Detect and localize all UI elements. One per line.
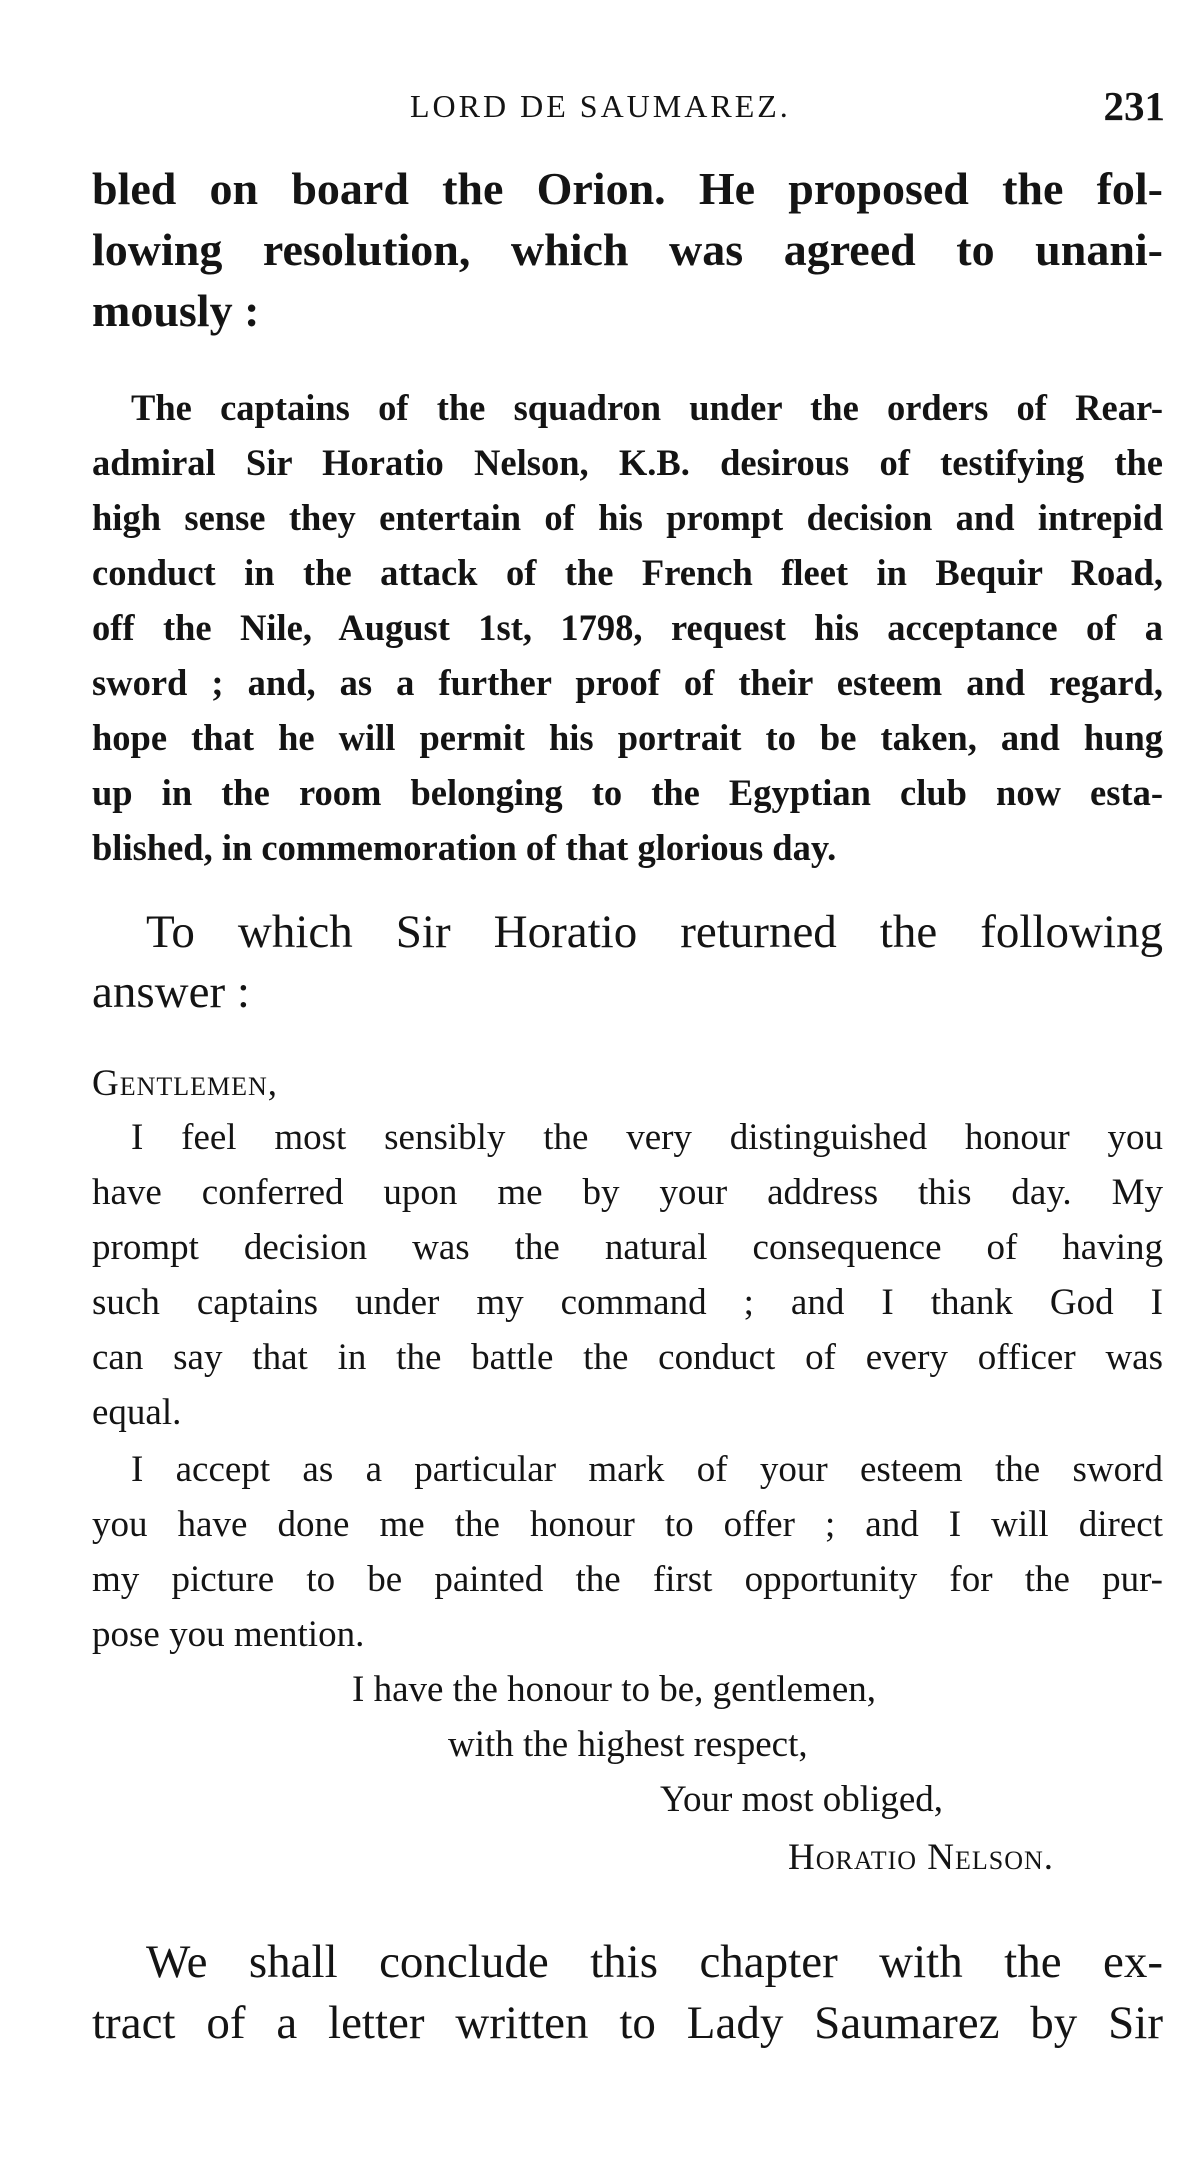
letter-closing-1: I have the honour to be, gentlemen, <box>352 1669 876 1710</box>
letter-line-9: my picture to be painted the first opportunity for the pur- <box>92 1559 1163 1600</box>
letter-line-7: I accept as a particular mark of your esteem the sword <box>131 1449 1163 1490</box>
letter-line-8: you have done me the honour to offer ; and I will direct <box>92 1504 1163 1545</box>
page-header <box>90 83 1165 138</box>
resolution-line-4: conduct in the attack of the French fleet in Bequir Road, <box>92 552 1163 593</box>
para1-line-2: lowing resolution, which was agreed to unani- <box>92 224 1163 275</box>
para2-line-2: answer : <box>92 966 250 1018</box>
para3-line-2: tract of a letter written to Lady Saumarez by Sir <box>92 1997 1163 2049</box>
para3-line-1: We shall conclude this chapter with the ex- <box>146 1936 1163 1988</box>
page-number: 231 <box>1103 83 1165 129</box>
resolution-line-8: up in the room belonging to the Egyptian club now esta- <box>92 772 1163 813</box>
letter-line-5: can say that in the battle the conduct of every officer was <box>92 1337 1163 1378</box>
resolution-line-7: hope that he will permit his portrait to be taken, and hung <box>92 717 1163 758</box>
letter-line-3: prompt decision was the natural consequence of having <box>92 1227 1163 1268</box>
letter-closing-2: with the highest respect, <box>448 1724 808 1765</box>
letter-line-1: I feel most sensibly the very distinguished honour you <box>131 1117 1163 1158</box>
letter-signature: Horatio Nelson. <box>788 1837 1055 1878</box>
letter-line-10: pose you mention. <box>92 1614 365 1655</box>
letter-salutation: Gentlemen, <box>92 1063 279 1104</box>
resolution-line-2: admiral Sir Horatio Nelson, K.B. desirous of testifying the <box>92 442 1163 483</box>
letter-line-4: such captains under my command ; and I thank God I <box>92 1282 1163 1323</box>
para1-line-1: bled on board the Orion. He proposed the fol- <box>92 163 1163 214</box>
running-head: LORD DE SAUMAREZ. <box>410 88 791 124</box>
para1-line-3: mously : <box>92 285 260 336</box>
letter-line-2: have conferred upon me by your address this day. My <box>92 1172 1163 1213</box>
resolution-line-3: high sense they entertain of his prompt decision and intrepid <box>92 497 1163 538</box>
para2-line-1: To which Sir Horatio returned the following <box>146 906 1163 958</box>
resolution-line-1: The captains of the squadron under the orders of Rear- <box>131 387 1163 428</box>
resolution-line-9: blished, in commemoration of that glorious day. <box>92 827 837 868</box>
resolution-line-5: off the Nile, August 1st, 1798, request his acceptance of a <box>92 607 1163 648</box>
resolution-line-6: sword ; and, as a further proof of their esteem and regard, <box>92 662 1163 703</box>
letter-closing-3: Your most obliged, <box>660 1779 944 1820</box>
letter-line-6: equal. <box>92 1392 182 1433</box>
